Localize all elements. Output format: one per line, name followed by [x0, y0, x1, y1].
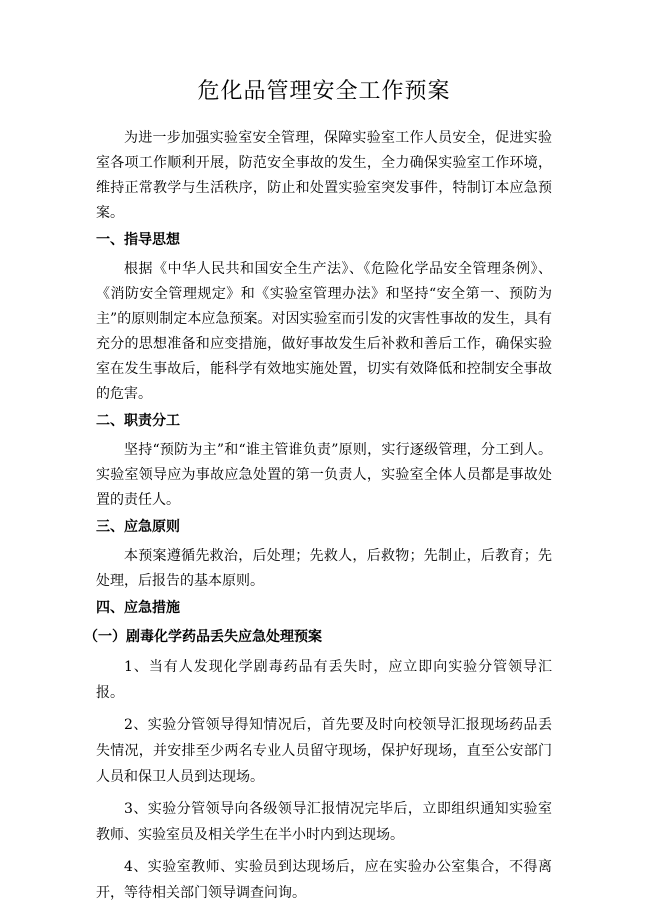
- list-item: 1、当有人发现化学剧毒药品有丢失时，应立即向实验分管领导汇报。: [96, 659, 552, 701]
- document-title: 危化品管理安全工作预案: [197, 79, 451, 104]
- list-item: 2、实验分管领导得知情况后，首先要及时向校领导汇报现场药品丢失情况，并安排至少两名专业人员留守现场，保护好现场，直至公安部门人员和保卫人员到达现场。: [96, 717, 552, 785]
- section-heading-guiding-ideology: 一、指导思想: [96, 232, 180, 248]
- list-item: 3、实验分管领导向各级领导汇报情况完毕后，立即组织通知实验室教师、实验室员及相关学生在半小时内到达现场。: [96, 801, 552, 843]
- section-heading-emergency-principles: 三、应急原则: [96, 519, 180, 535]
- section-body-responsibilities: 坚持“预防为主”和“谁主管谁负责”原则，实行逐级管理，分工到人。实验室领导应为事故应急处置的第一负责人，实验室全体人员都是事故处置的责任人。: [96, 442, 552, 508]
- list-item: 4、实验室教师、实验员到达现场后，应在实验办公室集合，不得离开，等待相关部门领导调查问询。: [96, 859, 552, 901]
- section-body-emergency-principles: 本预案遵循先救治，后处理；先救人，后救物；先制止，后教育；先处理，后报告的基本原则。: [96, 548, 552, 589]
- document-content: [84, 72, 552, 912]
- section-heading-emergency-measures: 四、应急措施: [96, 600, 180, 616]
- section-heading-responsibilities: 二、职责分工: [96, 413, 180, 429]
- intro-paragraph: 为进一步加强实验室安全管理，保障实验室工作人员安全，促进实验室各项工作顺利开展，防范安全事故的发生，全力确保实验室工作环境，维持正常教学与生活秩序，防止和处置实验室突发事件，特制订本应急预案。: [96, 130, 552, 221]
- subsection-heading-toxic-chemical-loss: （一）剧毒化学药品丢失应急处理预案: [84, 629, 322, 645]
- section-body-guiding-ideology: 根据《中华人民共和国安全生产法》、《危险化学品安全管理条例》、《消防安全管理规定》和《实验室管理办法》和坚持“安全第一、预防为主”的原则制定本应急预案。对因实验室而引发的灾害性事故的发生，具有充分的思想准备和应变措施，做好事故发生后补救和善后工作，确保实验室在发生事故后，能科学有效地实施处置，切实有效降低和控制安全事故的危害。: [96, 261, 552, 402]
